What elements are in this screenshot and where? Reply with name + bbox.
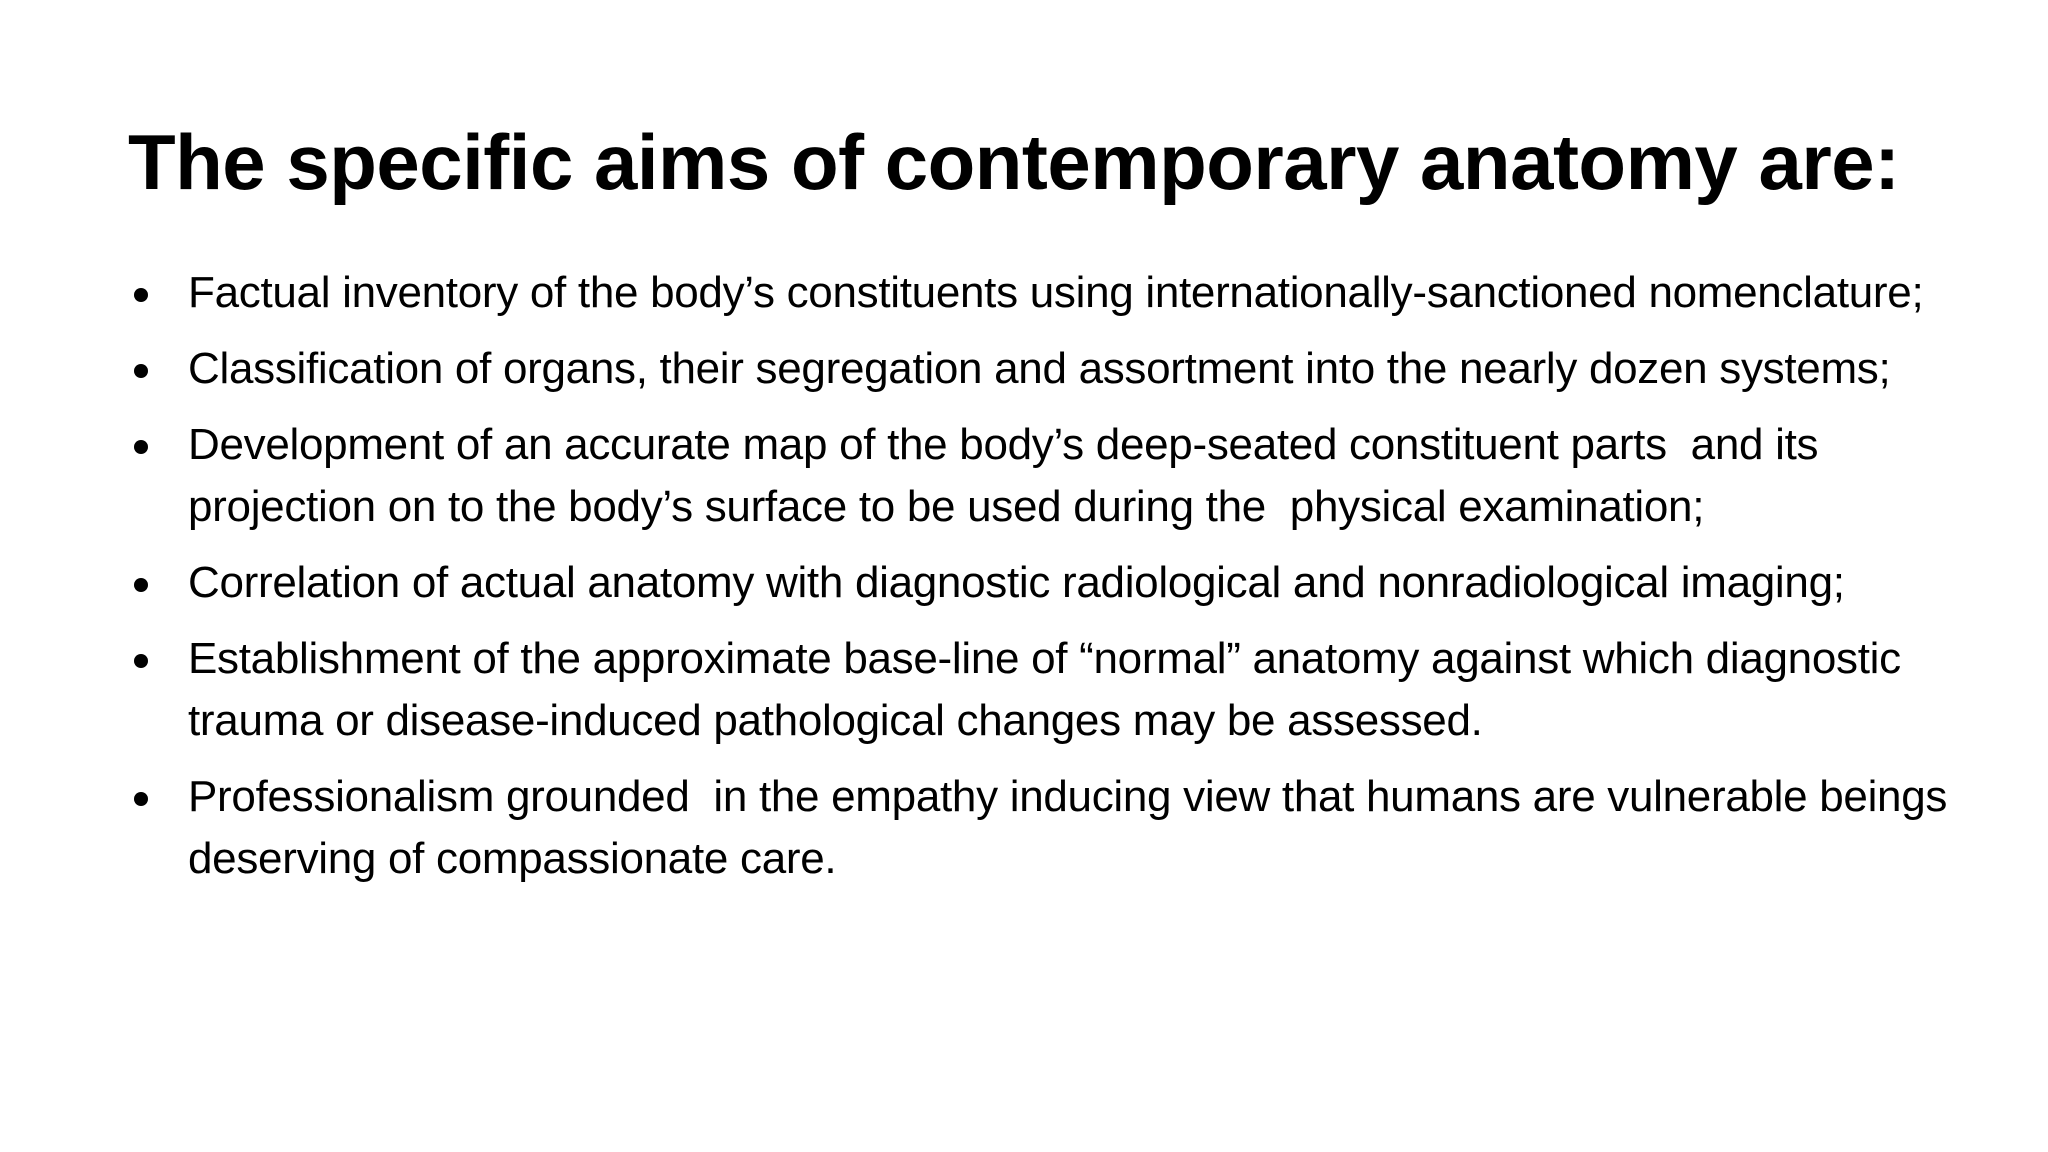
bullet-text: Development of an accurate map of the body’s deep-seated constituent parts and its projection on to the body’s surface to be used during the physical examination;: [188, 420, 1831, 531]
bullet-item: [128, 766, 1968, 890]
bullet-text: Factual inventory of the body’s constituents using internationally-sanctioned nomenclature;: [188, 268, 1924, 317]
bullet-icon: [134, 654, 148, 668]
bullet-item: [128, 338, 1968, 400]
bullet-list: [128, 262, 1968, 904]
bullet-icon: [134, 364, 148, 378]
bullet-icon: [134, 578, 148, 592]
bullet-text: Establishment of the approximate base-line of “normal” anatomy against which diagnostic trauma or disease-induced pathological changes may be assessed.: [188, 634, 1901, 745]
slide-title: The specific aims of contemporary anatomy are:: [128, 118, 1900, 206]
bullet-text: Professionalism grounded in the empathy inducing view that humans are vulnerable beings deserving of compassionate care.: [188, 772, 1960, 883]
bullet-text: Correlation of actual anatomy with diagnostic radiological and nonradiological imaging;: [188, 558, 1845, 607]
bullet-text: Classification of organs, their segregation and assortment into the nearly dozen systems;: [188, 344, 1891, 393]
bullet-item: [128, 552, 1968, 614]
bullet-icon: [134, 288, 148, 302]
bullet-item: [128, 628, 1968, 752]
bullet-icon: [134, 440, 148, 454]
bullet-item: [128, 262, 1968, 324]
bullet-icon: [134, 792, 148, 806]
bullet-item: [128, 414, 1968, 538]
